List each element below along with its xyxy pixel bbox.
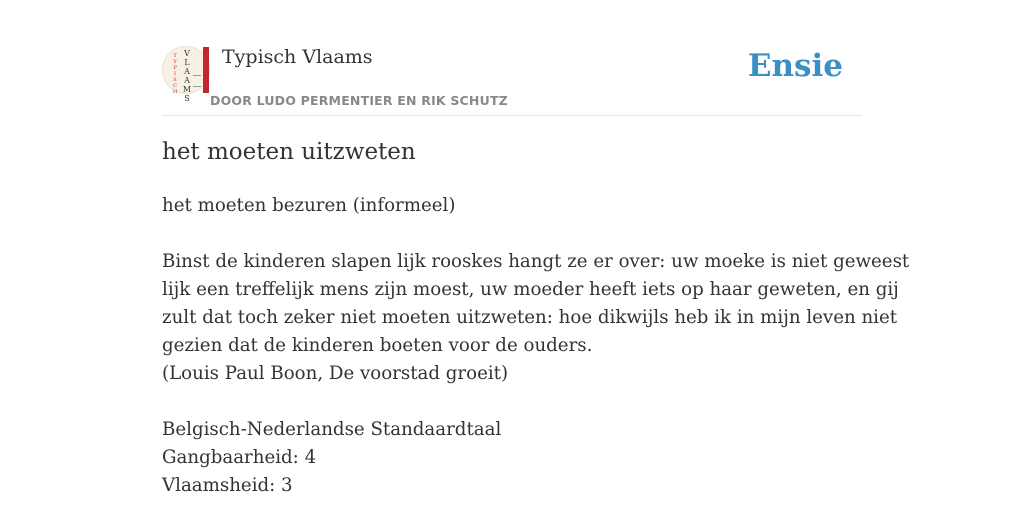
language-category: Belgisch-Nederlandse Standaardtaal [162, 419, 502, 440]
gangbaarheid-rating: Gangbaarheid: 4 [162, 447, 317, 468]
site-title[interactable]: Typisch Vlaams [222, 46, 373, 68]
entry-title: het moeten uitzweten [162, 139, 416, 165]
byline: DOOR LUDO PERMENTIER EN RIK SCHUTZ [210, 93, 508, 108]
paragraph-gap [162, 220, 862, 248]
logo-lines [193, 75, 201, 87]
vlaamsheid-rating: Vlaamsheid: 3 [162, 475, 293, 496]
logo-red-letters: T Y P I S C H [172, 53, 178, 95]
ensie-brand-link[interactable]: Ensie [747, 48, 843, 84]
quote-line: lijk een treffelijk mens zijn moest, uw moeder heeft iets op haar geweten, en gij [162, 279, 899, 300]
logo-letters: V L A A M S [182, 49, 192, 103]
quote-line: zult dat toch zeker niet moeten uitzweten: hoe dikwijls heb ik in mijn leven niet [162, 307, 898, 328]
logo-red-bar [203, 47, 209, 93]
quote-source: (Louis Paul Boon, De voorstad groeit) [162, 363, 509, 384]
typisch-vlaams-logo[interactable] [162, 46, 210, 103]
site-header [162, 40, 862, 116]
quote-line: gezien dat de kinderen boeten voor de ouders. [162, 335, 593, 356]
quote-line: Binst de kinderen slapen lijk rooskes hangt ze er over: uw moeke is niet geweest [162, 251, 910, 272]
paragraph-gap [162, 388, 862, 416]
entry-body [162, 192, 910, 500]
definition: het moeten bezuren (informeel) [162, 195, 456, 216]
